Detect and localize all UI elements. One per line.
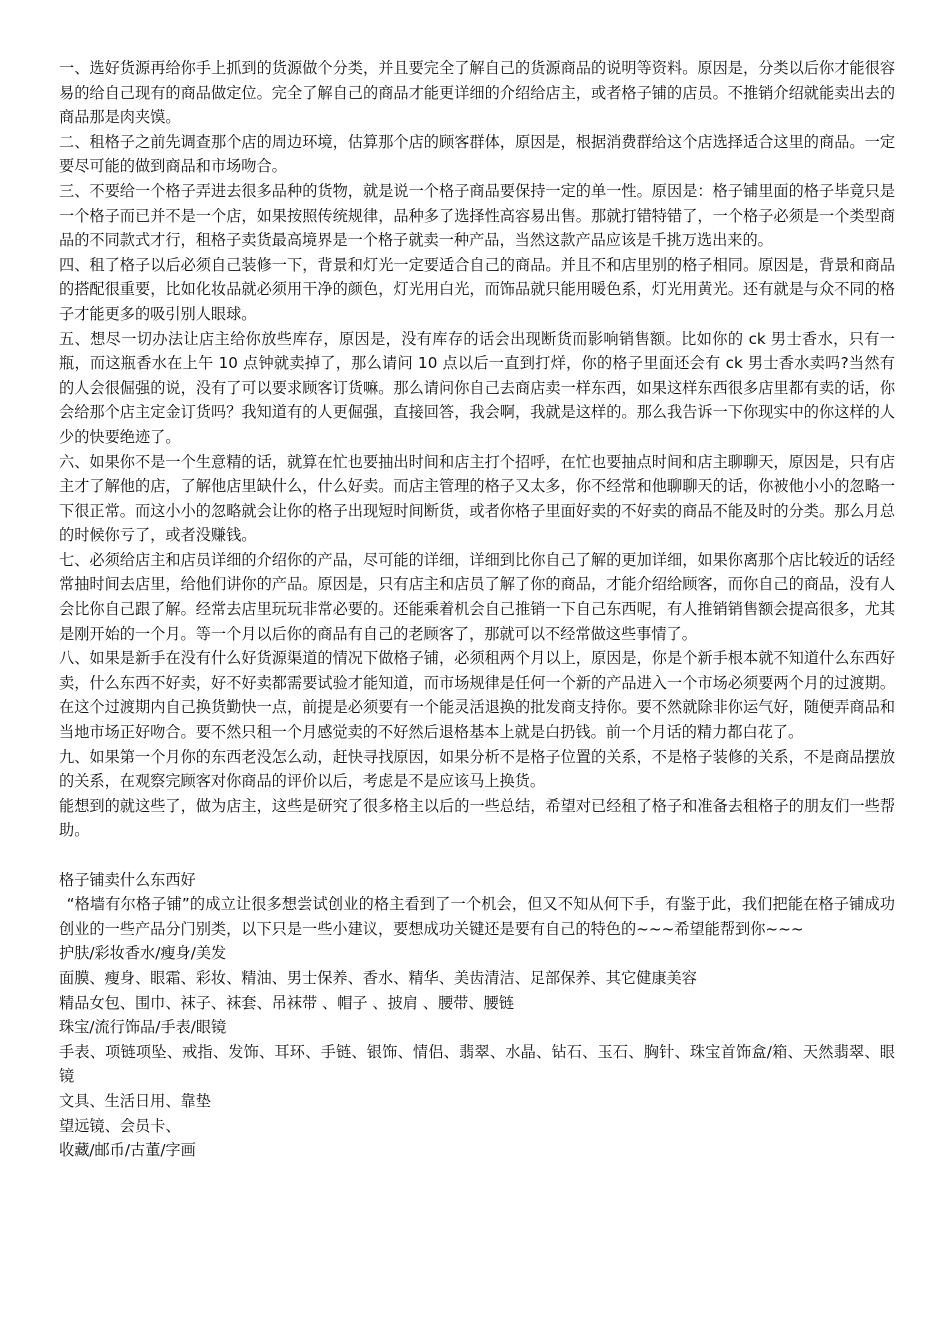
intro-paragraph: “格墙有尔格子铺”的成立让很多想尝试创业的格主看到了一个机会，但又不知从何下手，有鉴于此，我们把能在格子铺成功创业的一些产品分门别类，以下只是一些小建议，要想成功关键还是要有自己的特色的~~~希望能帮到你~~~ (59, 895, 895, 938)
section-title: 格子铺卖什么东西好 (59, 870, 196, 889)
document-page (59, 56, 895, 1163)
tip-paragraph-8: 八、如果是新手在没有什么好货源渠道的情况下做格子铺，必须租两个月以上，原因是，你是个新手根本就不知道什么东西好卖，什么东西不好卖，好不好卖都需要试验才能知道，而市场规律是任何一个新的产品进入一个市场必须要两个月的过渡期。在这个过渡期内自己换货勤快一点，前提是必须要有一个能灵活退换的批发商支持你。要不然就除非你运气好，随便弄商品和当地市场正好吻合。要不然只租一个月感觉卖的不好然后退格基本上就是白扔钱。前一个月话的精力都白花了。 (59, 649, 895, 742)
category-line-7: 望远镜、会员卡、 (59, 1116, 181, 1135)
category-line-6: 文具、生活日用、靠垫 (59, 1091, 211, 1110)
tip-paragraph-9: 九、如果第一个月你的东西老没怎么动，赶快寻找原因，如果分析不是格子位置的关系，不是格子装修的关系，不是商品摆放的关系，在观察完顾客对你商品的评价以后，考虑是不是应该马上换货。 (59, 747, 895, 791)
tip-paragraph-1: 一、选好货源再给你手上抓到的货源做个分类，并且要完全了解自己的货源商品的说明等资料。原因是，分类以后你才能很容易的给自己现有的商品做定位。完全了解自己的商品才能更详细的介绍给店主，或者格子铺的店员。不推销介绍就能卖出去的商品那是肉夹馍。 (59, 59, 895, 127)
tip-paragraph-7: 七、必须给店主和店员详细的介绍你的产品，尽可能的详细，详细到比你自己了解的更加详细，如果你离那个店比较近的话经常抽时间去店里，给他们讲你的产品。原因是，只有店主和店员了解了你的商品，才能介绍给顾客，而你自己的商品，没有人会比你自己跟了解。经常去店里玩玩非常必要的。还能乘着机会自己推销一下自己东西呢，有人推销销售额会提高很多，尤其是刚开始的一个月。等一个月以后你的商品有自己的老顾客了，那就可以不经常做这些事情了。 (59, 550, 895, 643)
category-line-5: 手表、项链项坠、戒指、发饰、耳环、手链、银饰、情侣、翡翠、水晶、钻石、玉石、胸针、珠宝首饰盒/箱、天然翡翠、眼镜 (59, 1042, 895, 1086)
category-line-1: 护肤/彩妆香水/瘦身/美发 (59, 944, 227, 963)
tip-paragraph-6: 六、如果你不是一个生意精的话，就算在忙也要抽出时间和店主打个招呼，在忙也要抽点时间和店主聊聊天，原因是，只有店主才了解他的店，了解他店里缺什么，什么好卖。而店主管理的格子又太多，你不经常和他聊聊天的话，你被他小小的忽略一下很正常。而这小小的忽略就会让你的格子出现短时间断货，或者你格子里面好卖的不好卖的商品不能及时的分类。那么月总的时候你亏了，或者没赚钱。 (59, 452, 895, 545)
category-line-8: 收藏/邮币/古董/字画 (59, 1141, 196, 1160)
tip-paragraph-3: 三、不要给一个格子弄进去很多品种的货物，就是说一个格子商品要保持一定的单一性。原因是：格子铺里面的格子毕竟只是一个格子而已并不是一个店，如果按照传统规律，品种多了选择性高容易出售。那就打错特错了，一个格子必须是一个类型商品的不同款式才行，租格子卖货最高境界是一个格子就卖一种产品，当然这款产品应该是千挑万选出来的。 (59, 181, 895, 250)
tip-paragraph-4: 四、租了格子以后必须自己装修一下，背景和灯光一定要适合自己的商品。并且不和店里别的格子相同。原因是，背景和商品的搭配很重要，比如化妆品就必须用干净的颜色，灯光用白光，而饰品就只能用暖色系，灯光用黄光。还有就是与众不同的格子才能更多的吸引别人眼球。 (59, 255, 895, 323)
tip-paragraph-5: 五、想尽一切办法让店主给你放些库存，原因是，没有库存的话会出现断货而影响销售额。比如你的 ck 男士香水，只有一瓶，而这瓶香水在上午 10 点钟就卖掉了，那么请问 10 点以后一直到打烊，你的格子里面还会有 ck 男士香水卖吗?当然有的人会很倔强的说，没有了可以要求顾客订货嘛。那么请问你自己去商店卖一样东西，如果这样东西很多店里都有卖的话，你会给那个店主定金订货吗？我知道有的人更倔强，直接回答，我会啊，我就是这样的。那么我告诉一下你现实中的你这样的人少的快要绝迹了。 (59, 329, 895, 446)
blank-line (59, 843, 895, 868)
tip-paragraph-2: 二、租格子之前先调查那个店的周边环境，估算那个店的顾客群体，原因是，根据消费群给这个店选择适合这里的商品。一定要尽可能的做到商品和市场吻合。 (59, 132, 895, 176)
category-line-3: 精品女包、围巾、袜子、袜套、吊袜带 、帽子 、披肩 、腰带、腰链 (59, 993, 514, 1012)
category-line-4: 珠宝/流行饰品/手表/眼镜 (59, 1018, 227, 1037)
category-line-2: 面膜、瘦身、眼霜、彩妆、精油、男士保养、香水、精华、美齿清洁、足部保养、其它健康美容 (59, 968, 697, 987)
closing-paragraph: 能想到的就这些了，做为店主，这些是研究了很多格主以后的一些总结，希望对已经租了格子和准备去租格子的朋友们一些帮助。 (59, 796, 895, 840)
